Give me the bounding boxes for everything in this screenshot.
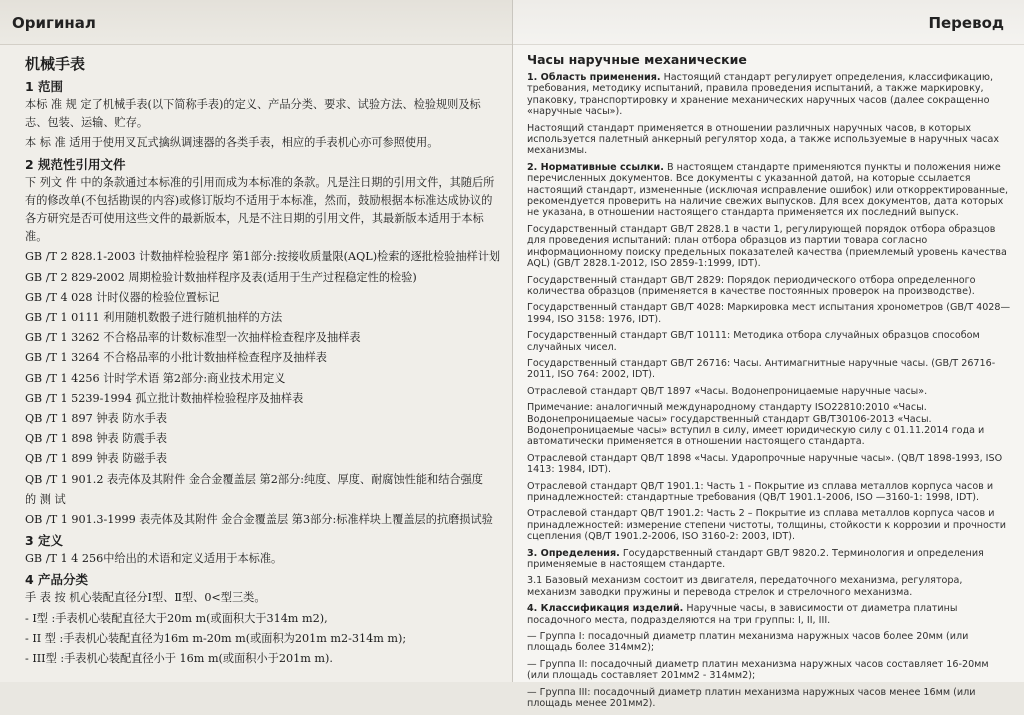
translation-content [527, 52, 1011, 715]
original-paragraph: QB /T 1 899 钟表 防磁手表 [25, 452, 168, 466]
original-paragraph: GB /T 4 028 计时仪器的检验位置标记 [25, 290, 220, 304]
translation-paragraph [527, 402, 1011, 448]
translation-paragraph-text: Государственный стандарт GB/T 2829: Порядок периодического отбора определенного количества образцов (применяется в качестве постоянных проверок на производстве). [527, 274, 976, 297]
translation-paragraph [527, 358, 1011, 381]
translation-paragraph-text: — Группа II: посадочный диаметр платин механизма наружных часов составляет 16-20мм (или площадь составляет 201мм2 - 314мм2); [527, 658, 989, 682]
original-section-heading: 2 规范性引用文件 [25, 156, 126, 172]
translation-paragraph-text: 3.1 Базовый механизм состоит из двигателя, передаточного механизма, регулятора, механизм заводки пружины и перевода стрелок и стрелочного механизма. [527, 575, 963, 598]
translation-paragraph [527, 575, 1011, 598]
translation-paragraph [527, 275, 1011, 298]
translation-paragraph [527, 162, 1011, 219]
original-header-bar [0, 0, 512, 45]
original-paragraph: GB /T 1 4 256中给出的术语和定义适用于本标准。 [25, 552, 283, 566]
original-paragraph: QB /T 1 897 钟表 防水手表 [25, 412, 168, 426]
original-header: Оригинал [12, 14, 96, 32]
original-paragraph: - Ⅰ型 :手表机心装配直径大于20m m(或面积大于314m m2), [25, 611, 328, 625]
translation-paragraph-text: Государственный стандарт GB/T 2828.1 в части 1, регулирующей порядок отбора образцов для проведения испытаний: план отбора образцов из партии товара согласно информационному поиску предельных показателей качества (приемлемый уровень качества AQL) (GB/T 2828.1-2012, ISO 2859-1:1999, IDT). [527, 223, 1007, 270]
translation-paragraph [527, 548, 1011, 571]
original-paragraph: 本标 准 规 定了机械手表(以下简称手表)的定义、产品分类、要求、试验方法、检验规则及标志、包装、运输、贮存。 [25, 98, 481, 130]
translation-paragraph [527, 659, 1011, 682]
original-paragraph: GB /T 1 3264 不合格品率的小批计数抽样检查程序及抽样表 [25, 351, 327, 365]
translation-paragraph-text: Примечание: аналогичный международному стандарту ISO22810:2010 «Часы. Водонепроницаемые часы» государственный стандарт GB/T30106-2013 «Часы. Водонепроницаемые часы» вступил в силу, имеет юридическую силу с 01.11.2014 года и автоматически применяется в отношении настоящего стандарта. [527, 402, 985, 448]
translation-section-lead: 4. Классификация изделий. [527, 603, 684, 615]
translation-paragraph [527, 687, 1011, 710]
original-section-heading: 3 定义 [25, 533, 64, 549]
translation-page [513, 0, 1024, 710]
original-paragraph: - II 型 :手表机心装配直径为16m m-20m m(或面积为201m m2-314m m); [25, 631, 407, 645]
translation-paragraph-text: — Группа I: посадочный диаметр платин механизма наружных часов более 20мм (или площадь более 314мм2); [527, 631, 969, 654]
translation-paragraph [527, 224, 1011, 270]
original-paragraph: GB /T 2 828.1-2003 计数抽样检验程序 第1部分:按接收质量限(AQL)检索的逐批检验抽样计划 [25, 250, 501, 264]
translation-paragraph-text: Наручные часы, в зависимости от диаметра платины посадочного места, подразделяются на три группы: I, II, III. [527, 603, 958, 626]
translation-paragraph-text: Отраслевой стандарт QB/T 1897 «Часы. Водонепроницаемые наручные часы». [527, 385, 928, 397]
original-section-heading: 1 范围 [25, 79, 64, 94]
original-paragraph: GB /T 1 3262 不合格品率的计数标准型一次抽样检查程序及抽样表 [25, 331, 361, 345]
translation-paragraph-text: Отраслевой стандарт QB/T 1901.1: Часть 1 - Покрытие из сплава металлов корпуса часов и принадлежностей: стандартные требования (QB/T 1901.1-2006, ISO —3160-1: 1998, IDT). [527, 480, 994, 503]
translation-paragraph [527, 330, 1011, 353]
original-section-heading: 4 产品分类 [25, 572, 89, 588]
translation-paragraph-text: Государственный стандарт GB/T 26716: Часы. Антимагнитные наручные часы. (GB/T 26716-2011, ISO 764: 2002, IDT). [527, 357, 996, 381]
original-paragraph: GB /T 1 5239-1994 孤立批计数抽样检验程序及抽样表 [25, 391, 304, 405]
original-paragraph: GB /T 1 0111 利用随机数骰子进行随机抽样的方法 [25, 311, 283, 325]
translation-section-lead: 2. Нормативные ссылки. [527, 161, 664, 173]
translation-paragraph [527, 386, 1011, 397]
original-paragraph: QB /T 1 898 钟表 防震手表 [25, 432, 168, 446]
original-paragraph: GB /T 1 4256 计时学术语 第2部分:商业技术用定义 [25, 371, 286, 385]
translation-paragraph-text: Отраслевой стандарт QB/T 1898 «Часы. Ударопрочные наручные часы». (QB/T 1898-1993, ISO 1413: 1984, IDT). [527, 452, 1003, 476]
translation-paragraph [527, 481, 1011, 504]
original-paragraph: GB /T 2 829-2002 周期检验计数抽样程序及表(适用于生产过程稳定性的检验) [25, 270, 417, 284]
translation-paragraph-text: Государственный стандарт GB/T 9820.2. Терминология и определения применяемые в настоящем стандарте. [527, 547, 984, 571]
translation-paragraph-text: Отраслевой стандарт QB/T 1901.2: Часть 2 – Покрытие из сплава металлов корпуса часов и принадлежностей: измерение степени чистоты, толщины, стойкости к коррозии и прочности сцепления (QB/T 1901.2-2006, ISO 3160-2: 2003, IDT). [527, 508, 1006, 543]
translation-paragraph [527, 302, 1011, 325]
translation-section-lead: 3. Определения. [527, 547, 620, 559]
translation-paragraph-text: Государственный стандарт GB/T 10111: Методика отбора случайных образцов способом случайных чисел. [527, 330, 980, 353]
translation-section-lead: 1. Область применения. [527, 72, 661, 83]
original-page [0, 0, 513, 682]
translation-paragraph [527, 603, 1011, 626]
original-paragraph: - III型 :手表机心装配直径小于 16m m(或面积小于201m m). [25, 652, 333, 666]
translation-paragraph-text: Настоящий стандарт регулирует определения, классификацию, требования, методику испытаний, правила проведения испытаний, а также маркировку, упаковку, транспортировку и хранение механических наручных часов (далее сокращенно «наручные часы»). [527, 72, 994, 118]
translation-paragraph-text: — Группа III: посадочный диаметр платин механизма наружных часов менее 16мм (или площадь менее 201мм2). [527, 686, 976, 710]
translation-paragraph [527, 72, 1011, 118]
original-title: 机械手表 [25, 55, 86, 73]
original-paragraph: OB /T 1 901.3-1999 表壳体及其附件 金合金覆盖层 第3部分:标准样块上覆盖层的抗磨损试验 [25, 513, 493, 527]
translation-header-bar [513, 0, 1024, 45]
original-paragraph: 下 列文 件 中的条款通过本标准的引用而成为本标准的条款。凡是注日期的引用文件，其随后所有的修改单(不包括勘误的内容)或修订版均不适用于本标准，然而，鼓励根据本标准达成协议的各方研究是否可使用这些文件的最新版本，凡是不注日期的引用文件，其最新版本适用于本标准。 [25, 175, 495, 244]
translation-header: Перевод [928, 14, 1004, 32]
original-content [25, 54, 503, 670]
translation-paragraph [527, 123, 1011, 157]
translation-paragraph [527, 631, 1011, 654]
translation-paragraph-text: Государственный стандарт GB/T 4028: Маркировка мест испытания хронометров (GB/T 4028—1994, ISO 3158: 1976, IDT). [527, 302, 1011, 325]
original-paragraph: 本 标 准 适用于使用叉瓦式擒纵调速器的各类手表，相应的手表机心亦可参照使用。 [25, 136, 439, 150]
translation-paragraph [527, 453, 1011, 476]
original-paragraph: 的 测 试 [25, 492, 66, 506]
translation-title: Часы наручные механические [527, 52, 747, 67]
translation-paragraph-text: Настоящий стандарт применяется в отношении различных наручных часов, в которых используется палетный анкерный регулятор хода, а также используемые в наручных часах механизмы. [527, 122, 1000, 157]
original-paragraph: 手 表 按 机心装配直径分Ⅰ型、Ⅱ型、0<型三类。 [25, 591, 266, 605]
original-paragraph: QB /T 1 901.2 表壳体及其附件 金合金覆盖层 第2部分:纯度、厚度、耐腐蚀性能和结合强度 [25, 472, 483, 486]
translation-paragraph-text: В настоящем стандарте применяются пункты и положения ниже перечисленных документов. Все документы с указанной датой, на которые ссылается настоящий стандарт, измененные (исключая исправление ошибок) или откорректированные, рекомендуется проверить на наличие свежих выпусков. Для всех документов, дата которых не указана, в отношении настоящего стандарта применяется их последний выпуск. [527, 161, 1009, 219]
translation-paragraph [527, 508, 1011, 542]
